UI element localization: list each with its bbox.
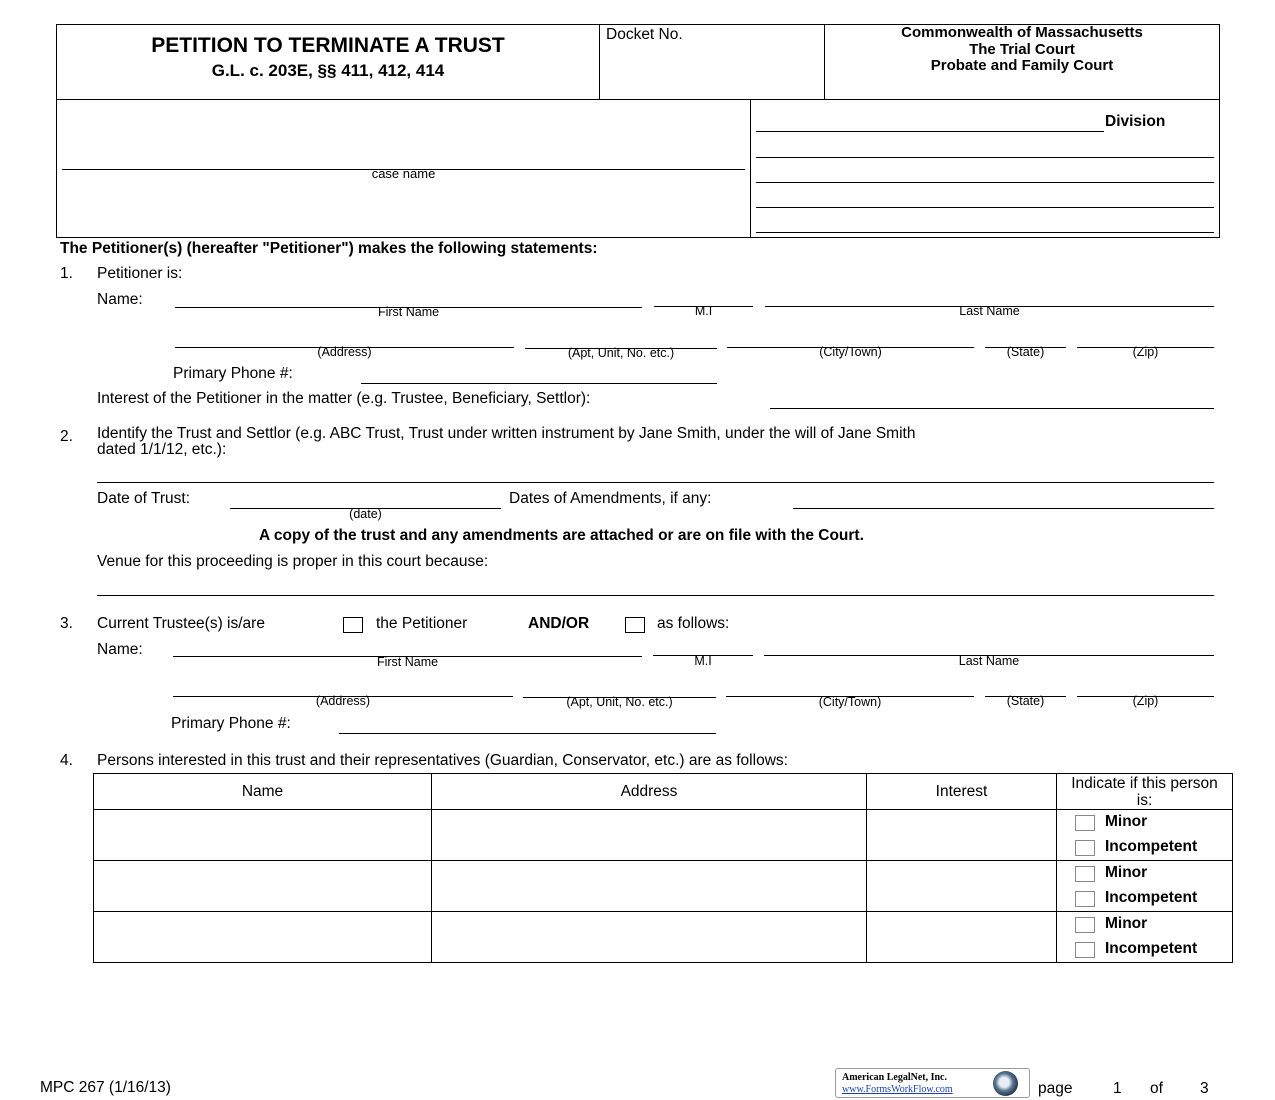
- form-id: MPC 267 (1/16/13): [40, 1079, 171, 1096]
- s3-phone-field[interactable]: [339, 733, 716, 734]
- header-vline-3: [750, 99, 751, 238]
- s3-petitioner-checkbox[interactable]: [343, 617, 363, 633]
- s2-copy-note: A copy of the trust and any amendments are attached or are on file with the Court.: [259, 527, 864, 544]
- person-flags-cell: [1057, 861, 1233, 912]
- person-interest-cell[interactable]: [867, 810, 1057, 861]
- s2-amend-label: Dates of Amendments, if any:: [509, 490, 712, 507]
- person-name-cell[interactable]: [94, 861, 432, 912]
- s3-as-follows-label: as follows:: [657, 615, 730, 632]
- division-extra-line-2[interactable]: [756, 182, 1214, 183]
- header-vline-2: [824, 24, 825, 100]
- incompetent-checkbox[interactable]: [1075, 840, 1095, 856]
- s1-interest-label: Interest of the Petitioner in the matter (e.g. Trustee, Beneficiary, Settlor):: [97, 390, 591, 407]
- header-divider: [56, 99, 1220, 100]
- intro-statement: The Petitioner(s) (hereafter "Petitioner") makes the following statements:: [60, 240, 598, 257]
- s1-last-name-label: Last Name: [959, 304, 1020, 318]
- s2-venue-label: Venue for this proceeding is proper in this court because:: [97, 553, 489, 570]
- division-label: Division: [1105, 113, 1166, 130]
- s3-state-label: (State): [1006, 694, 1045, 708]
- incompetent-label: Incompetent: [1105, 940, 1198, 957]
- s2-venue-field[interactable]: [97, 595, 1214, 596]
- person-interest-cell[interactable]: [867, 912, 1057, 963]
- minor-checkbox[interactable]: [1075, 917, 1095, 933]
- page-of-label: of: [1150, 1080, 1163, 1097]
- page-number: 1: [1113, 1080, 1122, 1097]
- s2-trust-settlor-field[interactable]: [97, 482, 1214, 483]
- col-interest: Interest: [867, 774, 1057, 810]
- incompetent-checkbox[interactable]: [1075, 942, 1095, 958]
- s2-date-label: Date of Trust:: [97, 490, 191, 507]
- globe-icon: [993, 1071, 1018, 1096]
- s1-number: 1.: [60, 265, 73, 282]
- col-indicate: Indicate if this person is:: [1057, 774, 1233, 810]
- person-address-cell[interactable]: [432, 861, 867, 912]
- s2-amend-field[interactable]: [793, 508, 1214, 509]
- court-line-1: Commonwealth of Massachusetts: [901, 24, 1143, 41]
- page-total: 3: [1200, 1080, 1209, 1097]
- person-flags-cell: [1057, 810, 1233, 861]
- division-field[interactable]: [756, 131, 1104, 132]
- vendor-url: www.FormsWorkFlow.com: [842, 1084, 953, 1095]
- form-statute: G.L. c. 203E, §§ 411, 412, 414: [211, 61, 445, 80]
- s1-interest-field[interactable]: [770, 408, 1214, 409]
- col-name: Name: [94, 774, 432, 810]
- vendor-name: American LegalNet, Inc.: [842, 1072, 947, 1083]
- persons-table-header: [94, 774, 1233, 810]
- person-name-cell[interactable]: [94, 912, 432, 963]
- s1-heading: Petitioner is:: [97, 265, 183, 282]
- s1-apt-label: (Apt, Unit, No. etc.): [567, 346, 675, 360]
- form-title: PETITION TO TERMINATE A TRUST: [151, 34, 505, 57]
- docket-label: Docket No.: [606, 26, 683, 43]
- s3-heading: Current Trustee(s) is/are: [97, 615, 265, 632]
- s4-number: 4.: [60, 752, 73, 769]
- s1-address-label: (Address): [317, 345, 372, 359]
- s3-last-name-label: Last Name: [958, 654, 1020, 668]
- incompetent-label: Incompetent: [1105, 889, 1198, 906]
- division-extra-line-3[interactable]: [756, 207, 1214, 208]
- s3-city-label: (City/Town): [818, 695, 882, 709]
- table-row: [94, 810, 1233, 861]
- case-name-label: case name: [371, 166, 436, 181]
- vendor-logo[interactable]: [835, 1068, 1030, 1098]
- s1-zip-label: (Zip): [1132, 345, 1159, 359]
- court-line-2: The Trial Court: [969, 41, 1075, 58]
- s3-phone-label: Primary Phone #:: [171, 715, 291, 732]
- s3-first-name-label: First Name: [376, 655, 439, 669]
- s3-name-label: Name:: [97, 641, 143, 658]
- header-vline-1: [599, 24, 600, 100]
- minor-checkbox[interactable]: [1075, 866, 1095, 882]
- page-label: page: [1038, 1080, 1073, 1097]
- s1-name-label: Name:: [97, 291, 143, 308]
- person-name-cell[interactable]: [94, 810, 432, 861]
- s1-phone-label: Primary Phone #:: [173, 365, 293, 382]
- docket-field[interactable]: [602, 46, 822, 96]
- col-address: Address: [432, 774, 867, 810]
- person-interest-cell[interactable]: [867, 861, 1057, 912]
- s3-andor-label: AND/OR: [528, 615, 590, 632]
- minor-label: Minor: [1105, 915, 1148, 932]
- s3-apt-label: (Apt, Unit, No. etc.): [566, 695, 673, 709]
- table-row: [94, 912, 1233, 963]
- s3-number: 3.: [60, 615, 73, 632]
- s3-as-follows-checkbox[interactable]: [625, 617, 645, 633]
- table-row: [94, 861, 1233, 912]
- minor-checkbox[interactable]: [1075, 815, 1095, 831]
- court-line-3: Probate and Family Court: [930, 57, 1114, 74]
- s3-mi-label: M.I: [694, 654, 712, 668]
- division-extra-line-4: [756, 232, 1214, 233]
- s3-zip-label: (Zip): [1132, 694, 1159, 708]
- s1-first-name-label: First Name: [377, 305, 440, 319]
- incompetent-label: Incompetent: [1105, 838, 1198, 855]
- s2-text-line1: Identify the Trust and Settlor (e.g. ABC Trust, Trust under written instrument by Jane Smith, under the will of Jane Smith: [97, 425, 916, 442]
- s3-petitioner-label: the Petitioner: [376, 615, 468, 632]
- s3-address-label: (Address): [315, 694, 371, 708]
- person-flags-cell: [1057, 912, 1233, 963]
- persons-table: [93, 773, 1233, 963]
- minor-label: Minor: [1105, 813, 1148, 830]
- s1-phone-field[interactable]: [361, 383, 717, 384]
- division-extra-line-1[interactable]: [756, 157, 1214, 158]
- s2-date-sub-label: (date): [349, 507, 382, 521]
- person-address-cell[interactable]: [432, 912, 867, 963]
- s4-heading: Persons interested in this trust and their representatives (Guardian, Conservator, etc.) are as follows:: [97, 752, 788, 769]
- s2-text-line2: dated 1/1/12, etc.):: [97, 441, 227, 458]
- s1-state-label: (State): [1006, 345, 1045, 359]
- minor-label: Minor: [1105, 864, 1148, 881]
- s1-city-label: (City/Town): [819, 345, 882, 359]
- incompetent-checkbox[interactable]: [1075, 891, 1095, 907]
- s2-number: 2.: [60, 428, 73, 445]
- s1-mi-label: M.I: [694, 304, 713, 318]
- person-address-cell[interactable]: [432, 810, 867, 861]
